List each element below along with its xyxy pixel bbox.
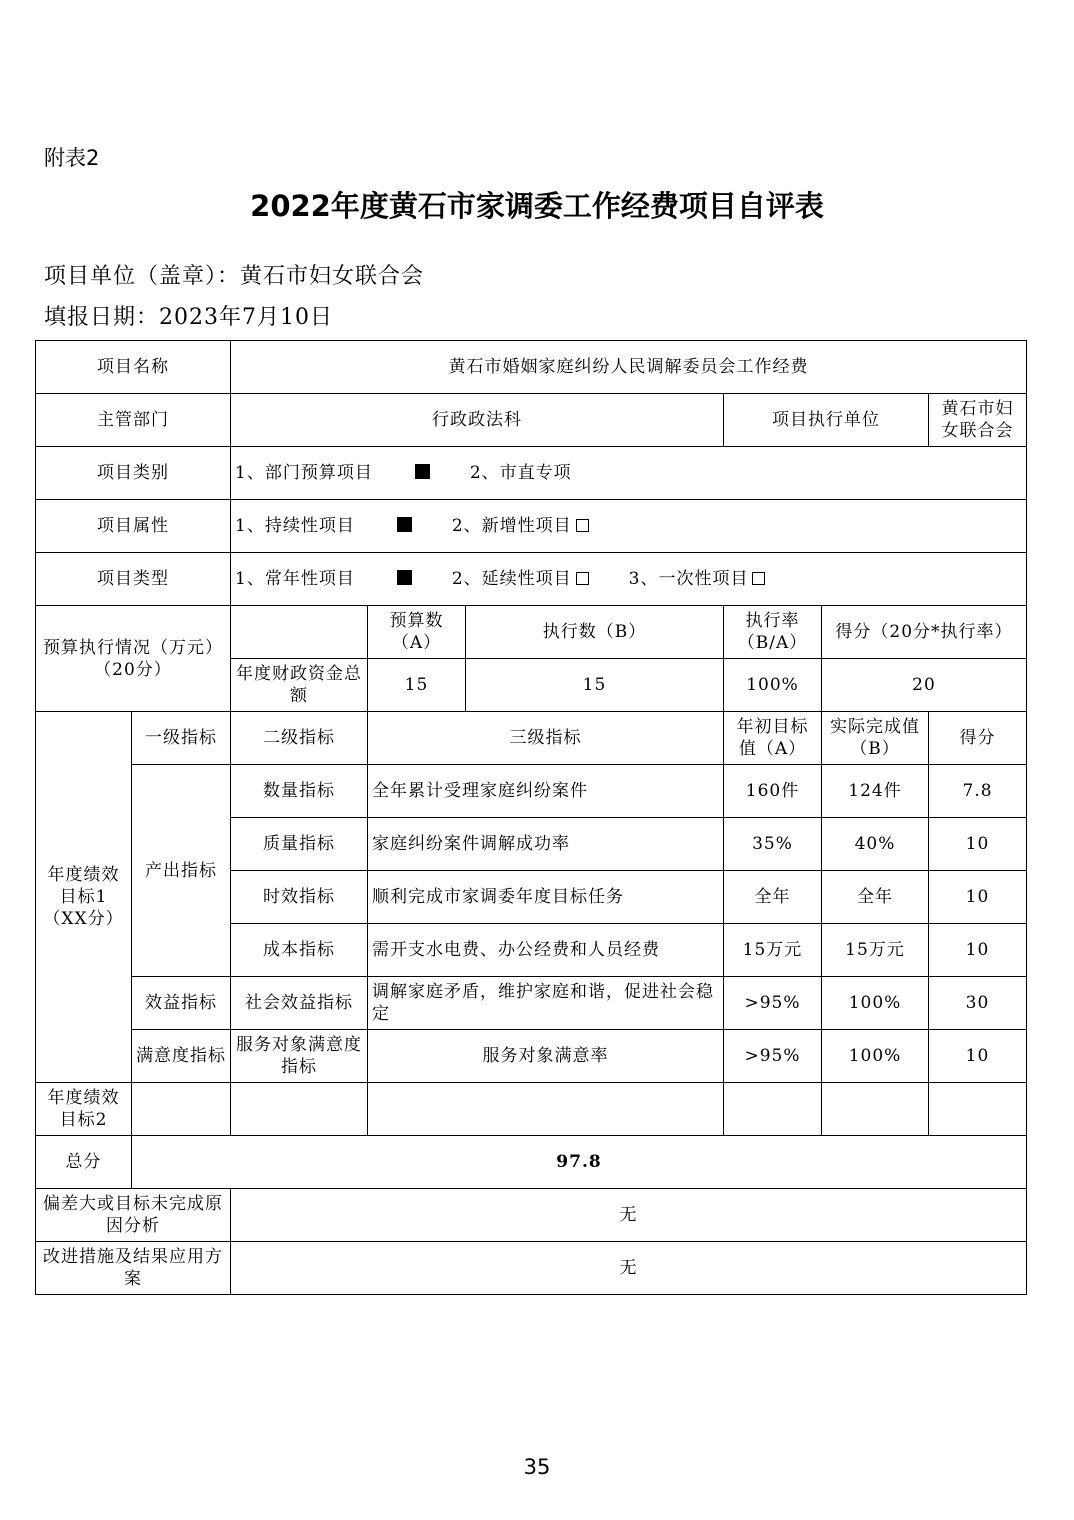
- level3-cell: 调解家庭矛盾，维护家庭和谐，促进社会稳定: [368, 977, 724, 1030]
- score-cell: 10: [929, 818, 1027, 871]
- category-option-1: 1、部门预算项目: [235, 463, 373, 483]
- deviation-label: 偏差大或目标未完成原因分析: [36, 1189, 231, 1242]
- score-cell: 10: [929, 924, 1027, 977]
- dept-label: 主管部门: [36, 394, 231, 447]
- checkbox-checked-icon: [397, 570, 412, 585]
- category-label: 项目类别: [36, 447, 231, 500]
- budget-row-label: 年度财政资金总额: [231, 659, 368, 712]
- date-line: 填报日期：2023年7月10日: [44, 305, 333, 330]
- actual-cell: 100%: [822, 977, 929, 1030]
- total-value: 97.8: [132, 1136, 1027, 1189]
- type-options: [231, 553, 1027, 606]
- budget-blank-cell: [231, 606, 368, 659]
- score-cell: 10: [929, 871, 1027, 924]
- rate-value: 100%: [724, 659, 822, 712]
- satisfaction-label: 满意度指标: [132, 1030, 231, 1083]
- attribute-option-1: 1、持续性项目: [235, 516, 355, 536]
- level3-cell: 全年累计受理家庭纠纷案件: [368, 765, 724, 818]
- actual-cell: 15万元: [822, 924, 929, 977]
- checkbox-checked-icon: [397, 517, 412, 532]
- table-row: [36, 712, 1027, 765]
- col-rate-header: 执行率（B/A）: [724, 606, 822, 659]
- level3-cell: 顺利完成市家调委年度目标任务: [368, 871, 724, 924]
- evaluation-table: [35, 340, 1027, 1295]
- level2-cell: 服务对象满意度指标: [231, 1030, 368, 1083]
- table-row: [36, 394, 1027, 447]
- empty-cell: [929, 1083, 1027, 1136]
- table-row: [36, 1030, 1027, 1083]
- checkbox-empty-icon: [752, 572, 765, 585]
- col-score-header: 得分（20分*执行率）: [822, 606, 1027, 659]
- score-cell: 30: [929, 977, 1027, 1030]
- table-row: [36, 1136, 1027, 1189]
- level2-cell: 时效指标: [231, 871, 368, 924]
- table-row: [36, 1189, 1027, 1242]
- checkbox-empty-icon: [576, 519, 589, 532]
- attribute-options: [231, 500, 1027, 553]
- score-value: 20: [822, 659, 1027, 712]
- exec-unit-value: 黄石市妇女联合会: [929, 394, 1027, 447]
- target-cell: >95%: [724, 1030, 822, 1083]
- type-option-3: 3、一次性项目: [628, 569, 749, 589]
- checkbox-empty-icon: [576, 572, 589, 585]
- improve-label: 改进措施及结果应用方案: [36, 1242, 231, 1295]
- table-row: [36, 1083, 1027, 1136]
- score-cell: 10: [929, 1030, 1027, 1083]
- dept-value: 行政政法科: [231, 394, 724, 447]
- type-option-2: 2、延续性项目: [451, 569, 572, 589]
- level2-cell: 数量指标: [231, 765, 368, 818]
- annex-label: 附表2: [44, 146, 100, 170]
- table-row: [36, 977, 1027, 1030]
- level3-cell: 家庭纠纷案件调解成功率: [368, 818, 724, 871]
- actual-cell: 100%: [822, 1030, 929, 1083]
- page-number: 35: [523, 1455, 551, 1479]
- h-level1: 一级指标: [132, 712, 231, 765]
- table-row: [36, 500, 1027, 553]
- level2-cell: 质量指标: [231, 818, 368, 871]
- checkbox-checked-icon: [415, 464, 430, 479]
- col-exec-header: 执行数（B）: [466, 606, 724, 659]
- empty-cell: [822, 1083, 929, 1136]
- exec-value: 15: [466, 659, 724, 712]
- attribute-label: 项目属性: [36, 500, 231, 553]
- empty-cell: [231, 1083, 368, 1136]
- goal1-label: 年度绩效目标1（XX分）: [36, 712, 132, 1083]
- actual-cell: 124件: [822, 765, 929, 818]
- col-budget-header: 预算数（A）: [368, 606, 466, 659]
- category-options: [231, 447, 1027, 500]
- budget-value: 15: [368, 659, 466, 712]
- target-cell: 35%: [724, 818, 822, 871]
- empty-cell: [724, 1083, 822, 1136]
- h-level2: 二级指标: [231, 712, 368, 765]
- exec-unit-label: 项目执行单位: [724, 394, 929, 447]
- empty-cell: [132, 1083, 231, 1136]
- level2-cell: 成本指标: [231, 924, 368, 977]
- actual-cell: 全年: [822, 871, 929, 924]
- h-actual: 实际完成值（B）: [822, 712, 929, 765]
- type-label: 项目类型: [36, 553, 231, 606]
- total-label: 总分: [36, 1136, 132, 1189]
- deviation-value: 无: [231, 1189, 1027, 1242]
- benefit-label: 效益指标: [132, 977, 231, 1030]
- table-row: [36, 341, 1027, 394]
- h-level3: 三级指标: [368, 712, 724, 765]
- budget-label: 预算执行情况（万元）（20分）: [36, 606, 231, 712]
- level2-cell: 社会效益指标: [231, 977, 368, 1030]
- actual-cell: 40%: [822, 818, 929, 871]
- target-cell: 全年: [724, 871, 822, 924]
- unit-line: 项目单位（盖章）：黄石市妇女联合会: [44, 264, 425, 289]
- target-cell: 160件: [724, 765, 822, 818]
- goal2-label: 年度绩效目标2: [36, 1083, 132, 1136]
- target-cell: 15万元: [724, 924, 822, 977]
- level3-cell: 需开支水电费、办公经费和人员经费: [368, 924, 724, 977]
- project-name-value: 黄石市婚姻家庭纠纷人民调解委员会工作经费: [231, 341, 1027, 394]
- type-option-1: 1、常年性项目: [235, 569, 355, 589]
- project-name-label: 项目名称: [36, 341, 231, 394]
- empty-cell: [368, 1083, 724, 1136]
- page-title: 2022年度黄石市家调委工作经费项目自评表: [250, 189, 824, 223]
- output-label: 产出指标: [132, 765, 231, 977]
- table-row: [36, 606, 1027, 659]
- level3-cell: 服务对象满意率: [368, 1030, 724, 1083]
- score-cell: 7.8: [929, 765, 1027, 818]
- category-option-2: 2、市直专项: [469, 463, 572, 483]
- attribute-option-2: 2、新增性项目: [451, 516, 572, 536]
- table-row: [36, 1242, 1027, 1295]
- h-target: 年初目标值（A）: [724, 712, 822, 765]
- table-row: [36, 447, 1027, 500]
- h-score: 得分: [929, 712, 1027, 765]
- improve-value: 无: [231, 1242, 1027, 1295]
- target-cell: >95%: [724, 977, 822, 1030]
- table-row: [36, 553, 1027, 606]
- table-row: [36, 765, 1027, 818]
